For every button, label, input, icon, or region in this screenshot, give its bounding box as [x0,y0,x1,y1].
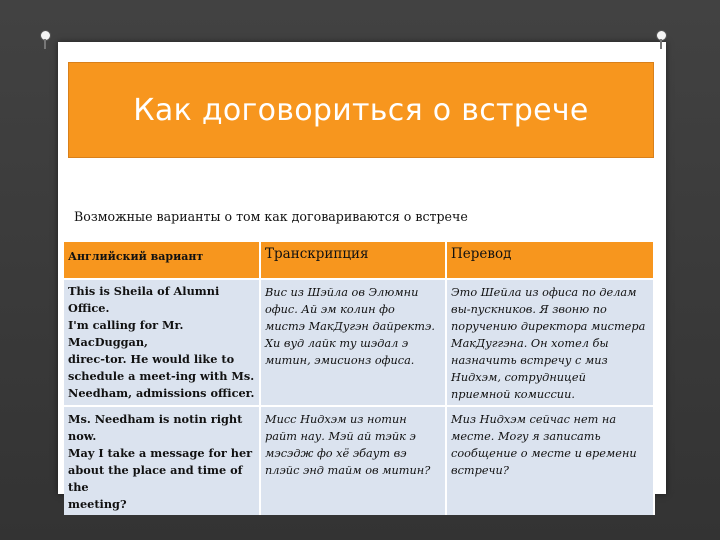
cell-transcription: Мисс Нидхэм из нотин райт нау. Мэй ай тэйк э мэсэдж фо хё эбаут вэ плэйс энд тайм ов митин? [260,406,446,515]
slide-title: Как договориться о встрече [133,92,589,128]
pushpin-icon [656,30,667,41]
slide-subtitle: Возможные варианты о том как договариваются о встрече [74,209,468,224]
cell-translation: Это Шейла из офиса по делам вы-пускников. Я звоню по поручению директора мистера МакДуггэна. Он хотел бы назначить встречу с миз Нидхэм, сотрудницей приемной комиссии. [446,279,654,406]
phrase-table [64,242,655,515]
header-translation: Перевод [446,242,654,279]
cell-english: This is Sheila of Alumni Office. I'm calling for Mr. MacDuggan, direc-tor. He would like to schedule a meet-ing with Ms. Needham, admissions officer. [64,279,260,406]
table-row [64,279,654,406]
header-english: Английский вариант [64,242,260,279]
title-banner [68,62,654,158]
table-header-row [64,242,654,279]
table-row [64,406,654,515]
cell-transcription: Вис из Шэйла ов Элюмни офис. Ай эм колин фо мистэ МакДугэн дайректэ. Хи вуд лайк ту шэдал э митин, эмисионз офиса. [260,279,446,406]
pushpin-icon [40,30,51,41]
cell-english: Ms. Needham is notin right now. May I take a message for her about the place and time of the meeting? [64,406,260,515]
header-transcription: Транскрипция [260,242,446,279]
cell-translation: Миз Нидхэм сейчас нет на месте. Могу я записать сообщение о месте и времени встречи? [446,406,654,515]
